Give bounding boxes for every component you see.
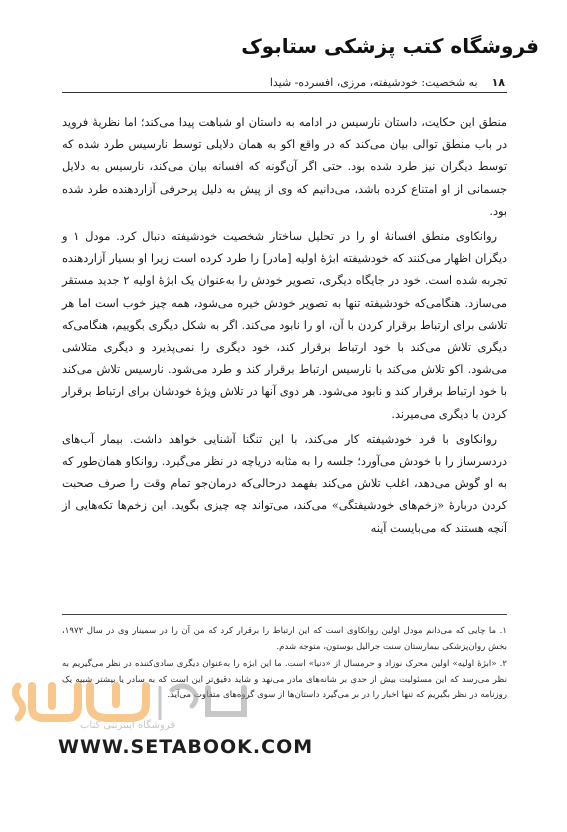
running-title: به شخصیت: خودشیفته، مرزی، افسرده- شیدا [269,76,478,89]
footnote: ۱. ما چایی که می‌دانم مودل اولین روانکاوی است که این ارتباط را برقرار کرد که من آن را در سمینار وی در سال ۱۹۷۲، بخش روان‌پزشکی بیمارستان سنت جرالیل بوستون، متوجه شدم. [62,626,507,652]
footnote-divider [62,614,507,615]
paragraph: روانکاوی منطق افسانهٔ او را در تحلیل ساختار شخصیت خودشیفته دنبال کرد. مودل ۱ و دیگران اظهار می‌کنند که خودشیفته ابژهٔ اولیه [مادر] را طرد کرده است زیرا او بسیار آزاردهنده تجربه شده است. خود در جایگاه دیگری، تصویر خودش را به‌عنوان یک ابژهٔ اولیه ۲ جدید مستقر می‌سازد. هنگامی‌که خودشیفته تنها به تصویر خودش خیره می‌شود، همه چیز خوب است اما هر تلاشی برای ارتباط برقرار کردن با آن، او را نابود می‌کند. اگر به شکل دیگری بگوییم، هنگامی‌که دیگری تلاش می‌کند با خود ارتباط برقرار کند، خود دیگری را نمی‌پذیرد و دیگری متلاشی می‌شود. اکو تلاش می‌کند با نارسیس ارتباط برقرار کند و طرد می‌شود. نارسیس تلاش می‌کند با خود ارتباط برقرار کند و نابود می‌شود. هر دوی آنها در تلاش ویژهٔ خودشان برای ارتباط برقرار کردن با دیگری می‌میرند. [62,230,508,421]
paragraph: روانکاوی با فرد خودشیفته کار می‌کند، با این تنگنا آشنایی خواهد داشت. بیمار آب‌های دردسرساز را با خودش می‌آورد؛ جلسه را به مثابه دریاچه در نظر می‌گیرد. روانکاو همان‌طور که به او گوش می‌دهد، اغلب تلاش می‌کند بفهمد درحالی‌که درمان‌جو تمام وقت را صرف صحبت کردن دربارهٔ «زخم‌های خودشیفتگی» می‌کند، می‌تواند چه چیزی بگوید. این زخم‌ها تکه‌هایی از آنچه هستند که می‌بایست آینه [62,432,507,535]
paragraph: منطق این حکایت، داستان نارسیس در ادامه به داستان او شباهت پیدا می‌کند؛ اما نظریهٔ فروید در باب منطق توالی بیان می‌کند که در واقع اکو به همان دلایلی توسط نارسیس طرد شده که توسط دیگران نیز طرد شده بود. حتی اگر آن‌گونه که افسانه بیان می‌کند، نارسیس به دلایل جسمانی از او امتناع کرده باشد، می‌دانیم که وی از پیش به دلیل پرحرفی آزاردهنده طرد شده بود. [62,116,507,218]
footnote: ۲. «ابژهٔ اولیه» اولین محرک نوزاد و حرمسال از «دنیا» است. ما این ابژه را به‌عنوان دیگری سادی‌کننده در نظر می‌گیریم به نظر می‌رسد که این مسئولیت بیش از حدی بر شانه‌های مادر می‌نهد و شاید دقیق‌تر این است که به سادر یا بیشتر شبیه یک روزنامه در نظر بگیریم که تنها اخبار را در بر می‌گیرد داستان‌ها از سوی گروه‌های متفاوت می‌آید. [62,659,507,700]
page-title: فروشگاه کتب پزشکی ستابوک [241,34,539,58]
watermark-slogan: فروشگاه اینترنتی کتاب [80,720,176,731]
header-divider [62,92,507,93]
running-head [35,76,505,89]
body-text [62,112,507,543]
page-number: ۱۸ [491,76,505,89]
watermark-url: WWW.SETABOOK.COM [58,736,314,758]
